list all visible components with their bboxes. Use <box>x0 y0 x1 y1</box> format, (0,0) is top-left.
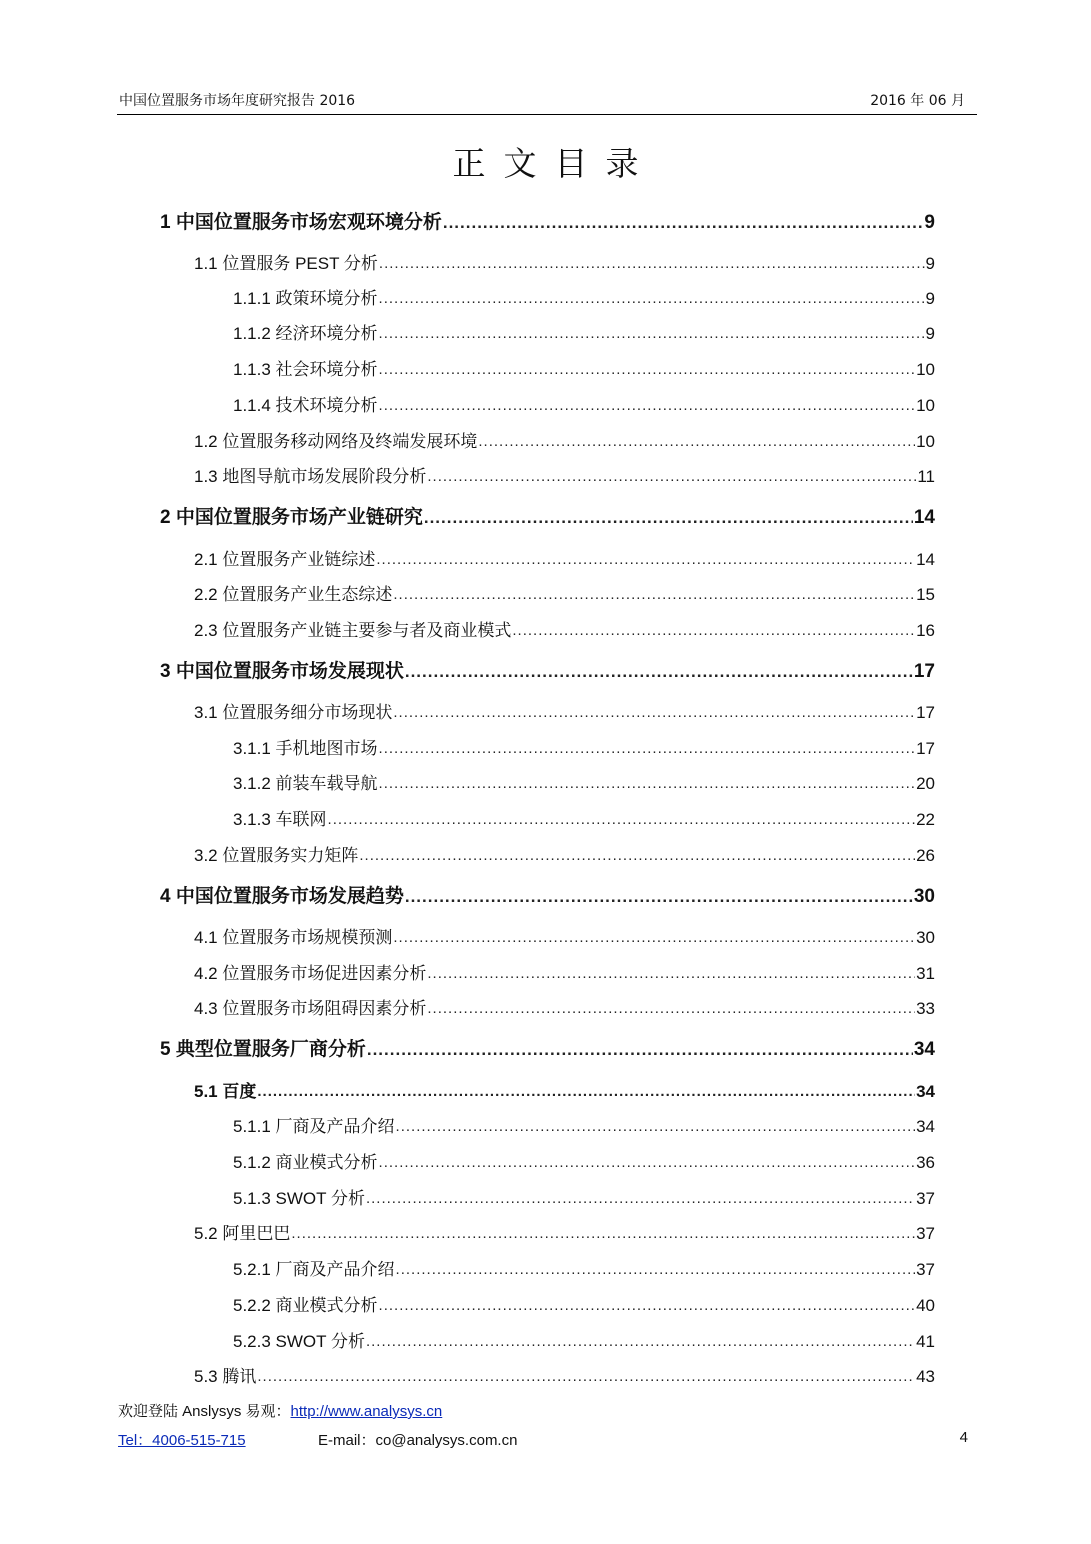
toc-entry[interactable] <box>194 845 935 867</box>
toc-entry-page: 10 <box>916 396 935 415</box>
toc-dot-leader <box>427 963 915 985</box>
toc-entry[interactable] <box>233 1116 935 1138</box>
toc-dot-leader <box>379 738 916 760</box>
toc-dot-leader <box>405 661 913 683</box>
toc-entry-label: 5.2.1 厂商及产品介绍 <box>233 1260 395 1279</box>
toc-entry[interactable] <box>194 998 935 1020</box>
toc-entry-label: 5.1.2 商业模式分析 <box>233 1153 378 1172</box>
toc-entry[interactable] <box>233 288 935 310</box>
toc-dot-leader <box>257 1366 915 1388</box>
toc-entry-page: 14 <box>916 550 935 569</box>
toc-entry-page: 41 <box>916 1332 935 1351</box>
footer-contact-line <box>118 1429 968 1450</box>
toc-dot-leader <box>376 549 915 571</box>
page-title: 正文目录 <box>452 144 657 183</box>
toc-entry-label: 1.2 位置服务移动网络及终端发展环境 <box>194 432 478 451</box>
toc-entry-page: 10 <box>916 432 935 451</box>
toc-dot-leader <box>379 253 925 275</box>
toc-entry-page: 31 <box>916 964 935 983</box>
toc-dot-leader <box>379 323 925 345</box>
toc-entry-page: 33 <box>916 999 935 1018</box>
toc-entry[interactable] <box>233 359 935 381</box>
toc-dot-leader <box>366 1188 915 1210</box>
toc-entry[interactable] <box>233 395 935 417</box>
toc-entry-page: 37 <box>916 1189 935 1208</box>
toc-dot-leader <box>393 584 915 606</box>
toc-entry-label: 1.3 地图导航市场发展阶段分析 <box>194 467 427 486</box>
footer-welcome-text: 欢迎登陆 Anslysys 易观： <box>118 1403 291 1420</box>
footer-email: E-mail：co@analysys.com.cn <box>318 1432 518 1449</box>
header-date: 2016 年 06 月 <box>870 93 965 109</box>
toc-entry[interactable] <box>160 507 935 529</box>
toc-entry-label: 5.1.1 厂商及产品介绍 <box>233 1117 395 1136</box>
toc-entry[interactable] <box>233 738 935 760</box>
toc-entry[interactable] <box>194 584 935 606</box>
toc-entry[interactable] <box>233 1295 935 1317</box>
toc-entry-label: 4 中国位置服务市场发展趋势 <box>160 886 404 907</box>
toc-entry-page: 17 <box>913 661 935 682</box>
toc-entry-label: 5.2.3 SWOT 分析 <box>233 1332 365 1351</box>
toc-entry-page: 14 <box>913 507 935 528</box>
toc-dot-leader <box>396 1116 916 1138</box>
page-number: 4 <box>959 1429 968 1446</box>
toc-entry-label: 5.1.3 SWOT 分析 <box>233 1189 365 1208</box>
toc-dot-leader <box>379 359 916 381</box>
toc-entry-label: 5.3 腾讯 <box>194 1367 257 1386</box>
toc-entry-page: 34 <box>913 1039 935 1060</box>
toc-entry[interactable] <box>233 1152 935 1174</box>
toc-dot-leader <box>427 998 915 1020</box>
toc-entry-label: 1.1.4 技术环境分析 <box>233 396 378 415</box>
toc-entry[interactable] <box>194 1223 935 1245</box>
toc-entry-page: 43 <box>916 1367 935 1386</box>
footer-website-link[interactable]: http://www.analysys.cn <box>290 1403 443 1420</box>
toc-dot-leader <box>396 1259 916 1281</box>
toc-entry[interactable] <box>194 253 935 275</box>
toc-entry-page: 9 <box>925 289 935 308</box>
toc-dot-leader <box>427 466 916 488</box>
toc-entry-label: 1 中国位置服务市场宏观环境分析 <box>160 212 442 233</box>
toc-dot-leader <box>393 927 915 949</box>
toc-entry-label: 1.1.1 政策环境分析 <box>233 289 378 308</box>
toc-entry-label: 1.1.3 社会环境分析 <box>233 360 378 379</box>
toc-entry[interactable] <box>160 886 935 908</box>
toc-entry[interactable] <box>194 549 935 571</box>
toc-dot-leader <box>405 886 913 908</box>
toc-entry-label: 2.3 位置服务产业链主要参与者及商业模式 <box>194 621 512 640</box>
toc-dot-leader <box>257 1081 915 1103</box>
toc-entry-label: 3.1.3 车联网 <box>233 810 327 829</box>
footer-welcome-line <box>118 1400 442 1421</box>
toc-entry-page: 34 <box>916 1117 935 1136</box>
toc-entry-page: 40 <box>916 1296 935 1315</box>
toc-entry-page: 22 <box>916 810 935 829</box>
toc-dot-leader <box>512 620 915 642</box>
toc-dot-leader <box>379 1152 916 1174</box>
toc-entry-page: 37 <box>916 1260 935 1279</box>
toc-entry-label: 5.1 百度 <box>194 1082 257 1101</box>
toc-dot-leader <box>367 1039 913 1061</box>
toc-entry-label: 5 典型位置服务厂商分析 <box>160 1039 366 1060</box>
toc-entry-label: 2 中国位置服务市场产业链研究 <box>160 507 423 528</box>
toc-entry-label: 3.1 位置服务细分市场现状 <box>194 703 393 722</box>
toc-dot-leader <box>379 1295 916 1317</box>
toc-entry-page: 15 <box>916 585 935 604</box>
toc-entry-label: 5.2.2 商业模式分析 <box>233 1296 378 1315</box>
toc-entry-page: 26 <box>916 846 935 865</box>
toc-entry[interactable] <box>160 661 935 683</box>
toc-entry-label: 4.3 位置服务市场阻碍因素分析 <box>194 999 427 1018</box>
toc-entry-label: 1.1 位置服务 PEST 分析 <box>194 254 378 273</box>
toc-dot-leader <box>393 702 915 724</box>
toc-entry[interactable] <box>194 466 935 488</box>
toc-entry[interactable] <box>233 1331 935 1353</box>
toc-entry-label: 3.2 位置服务实力矩阵 <box>194 846 359 865</box>
footer-tel-link[interactable]: Tel：4006-515-715 <box>118 1432 246 1449</box>
toc-dot-leader <box>359 845 915 867</box>
toc-dot-leader <box>424 507 913 529</box>
toc-entry-label: 5.2 阿里巴巴 <box>194 1224 291 1243</box>
toc-entry-label: 2.1 位置服务产业链综述 <box>194 550 376 569</box>
toc-entry-label: 4.1 位置服务市场规模预测 <box>194 928 393 947</box>
toc-entry-page: 20 <box>916 774 935 793</box>
toc-entry-page: 11 <box>917 467 935 486</box>
toc-dot-leader <box>328 809 916 831</box>
toc-entry[interactable] <box>233 1259 935 1281</box>
toc-entry[interactable] <box>233 1188 935 1210</box>
toc-entry[interactable] <box>194 1366 935 1388</box>
toc-entry[interactable] <box>233 323 935 345</box>
toc-entry[interactable] <box>194 1081 935 1103</box>
toc-entry-page: 37 <box>916 1224 935 1243</box>
header-report-title: 中国位置服务市场年度研究报告 2016 <box>119 93 356 109</box>
toc-entry[interactable] <box>160 1039 935 1061</box>
toc-dot-leader <box>366 1331 915 1353</box>
toc-entry-page: 36 <box>916 1153 935 1172</box>
toc-entry-page: 10 <box>916 360 935 379</box>
toc-entry-label: 4.2 位置服务市场促进因素分析 <box>194 964 427 983</box>
toc-entry[interactable] <box>194 702 935 724</box>
toc-entry-page: 16 <box>916 621 935 640</box>
toc-entry-page: 30 <box>913 886 935 907</box>
toc-dot-leader <box>443 212 924 234</box>
toc-entry-page: 30 <box>916 928 935 947</box>
toc-entry[interactable] <box>233 773 935 795</box>
toc-dot-leader <box>379 395 916 417</box>
toc-entry-page: 17 <box>916 703 935 722</box>
toc-dot-leader <box>478 431 915 453</box>
toc-entry[interactable] <box>194 431 935 453</box>
toc-entry[interactable] <box>194 963 935 985</box>
toc-dot-leader <box>379 288 925 310</box>
toc-entry-page: 17 <box>916 739 935 758</box>
toc-entry-label: 2.2 位置服务产业生态综述 <box>194 585 393 604</box>
toc-entry-label: 1.1.2 经济环境分析 <box>233 324 378 343</box>
toc-dot-leader <box>379 773 916 795</box>
toc-entry-label: 3.1.1 手机地图市场 <box>233 739 378 758</box>
toc-entry-page: 9 <box>925 254 935 273</box>
toc-entry-page: 34 <box>916 1082 935 1101</box>
toc-entry-page: 9 <box>924 212 935 233</box>
toc-entry[interactable] <box>233 809 935 831</box>
toc-dot-leader <box>291 1223 915 1245</box>
toc-entry-page: 9 <box>925 324 935 343</box>
toc-entry[interactable] <box>194 620 935 642</box>
toc-entry-label: 3 中国位置服务市场发展现状 <box>160 661 404 682</box>
page-header <box>117 88 977 115</box>
toc-entry[interactable] <box>194 927 935 949</box>
toc-entry-label: 3.1.2 前装车载导航 <box>233 774 378 793</box>
toc-entry[interactable] <box>160 212 935 234</box>
